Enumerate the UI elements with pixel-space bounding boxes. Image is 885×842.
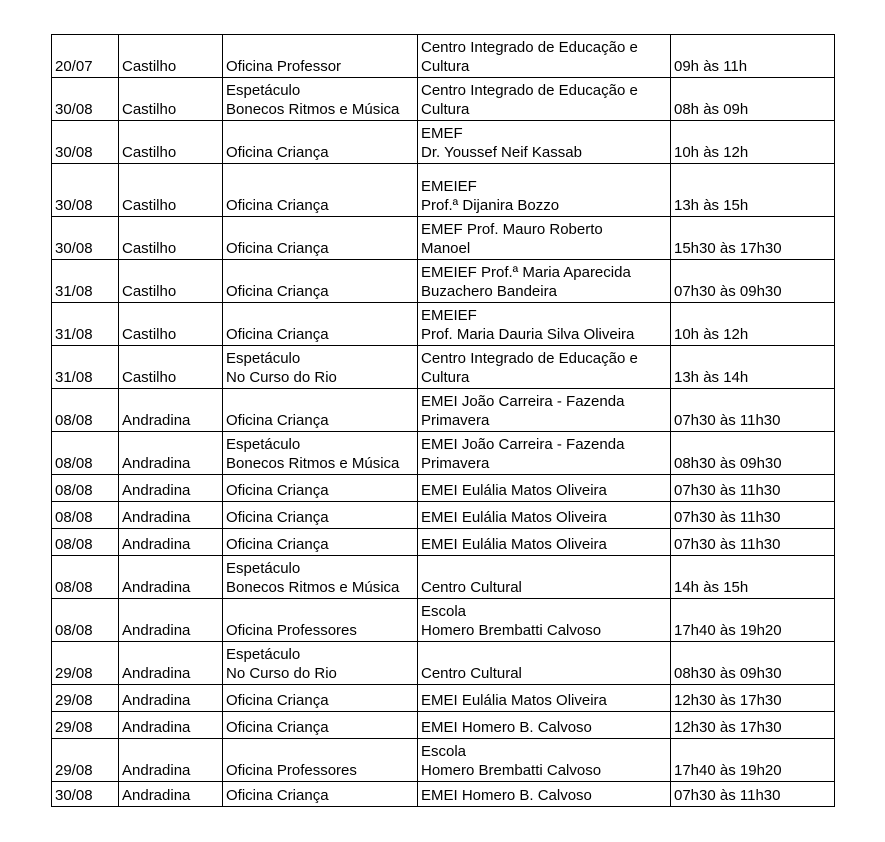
activity-line: No Curso do Rio: [226, 369, 337, 386]
cell-activity: [223, 78, 418, 121]
cell-activity: [223, 685, 418, 712]
cell-activity: [223, 782, 418, 807]
table-row: [52, 712, 835, 739]
table-row: [52, 502, 835, 529]
local-line: Buzachero Bandeira: [421, 283, 557, 300]
cell-activity: [223, 121, 418, 164]
table-row: [52, 529, 835, 556]
cell-city: Andradina: [119, 529, 223, 556]
cell-time: 15h30 às 17h30: [671, 217, 835, 260]
table-row: [52, 260, 835, 303]
cell-activity: [223, 599, 418, 642]
table-row: [52, 164, 835, 217]
cell-date: 20/07: [52, 35, 119, 78]
cell-time: 07h30 às 11h30: [671, 529, 835, 556]
activity-line: Oficina Criança: [226, 482, 329, 499]
cell-city: Andradina: [119, 475, 223, 502]
cell-time: 10h às 12h: [671, 121, 835, 164]
local-line: EMEIEF: [421, 307, 477, 324]
activity-line: Oficina Criança: [226, 536, 329, 553]
local-line: EMEI Homero B. Calvoso: [421, 719, 592, 736]
local-line: Primavera: [421, 455, 490, 472]
cell-activity: [223, 502, 418, 529]
activity-line: Oficina Criança: [226, 692, 329, 709]
local-line: EMEI João Carreira - Fazenda: [421, 393, 625, 410]
local-line: Escola: [421, 743, 467, 760]
activity-line: Oficina Criança: [226, 412, 329, 429]
cell-local: [418, 712, 671, 739]
cell-activity: [223, 303, 418, 346]
local-line: Escola: [421, 603, 467, 620]
cell-date: 08/08: [52, 529, 119, 556]
table-row: [52, 782, 835, 807]
local-line: EMEI Eulália Matos Oliveira: [421, 482, 607, 499]
table-row: [52, 642, 835, 685]
cell-city: Andradina: [119, 556, 223, 599]
cell-local: [418, 303, 671, 346]
cell-activity: [223, 712, 418, 739]
cell-city: Andradina: [119, 432, 223, 475]
local-line: EMEIEF Prof.ª Maria Aparecida: [421, 264, 631, 281]
table-row: [52, 556, 835, 599]
cell-activity: [223, 642, 418, 685]
cell-date: 30/08: [52, 78, 119, 121]
cell-date: 30/08: [52, 121, 119, 164]
cell-city: Andradina: [119, 599, 223, 642]
cell-activity: [223, 35, 418, 78]
cell-local: [418, 685, 671, 712]
cell-local: [418, 556, 671, 599]
cell-activity: [223, 389, 418, 432]
table-row: [52, 303, 835, 346]
local-line: EMEI Eulália Matos Oliveira: [421, 509, 607, 526]
cell-date: 30/08: [52, 782, 119, 807]
activity-line: No Curso do Rio: [226, 665, 337, 682]
cell-local: [418, 260, 671, 303]
cell-date: 08/08: [52, 432, 119, 475]
cell-local: [418, 599, 671, 642]
local-line: Centro Integrado de Educação e: [421, 39, 638, 56]
activity-line: Espetáculo: [226, 560, 301, 577]
local-line: Manoel: [421, 240, 471, 257]
local-line: EMEI Eulália Matos Oliveira: [421, 536, 607, 553]
cell-time: 12h30 às 17h30: [671, 712, 835, 739]
cell-activity: [223, 475, 418, 502]
local-line: EMEI João Carreira - Fazenda: [421, 436, 625, 453]
table-row: [52, 685, 835, 712]
activity-line: Bonecos Ritmos e Música: [226, 579, 400, 596]
activity-line: Bonecos Ritmos e Música: [226, 101, 400, 118]
local-line: Cultura: [421, 58, 470, 75]
table-row: [52, 599, 835, 642]
cell-date: 29/08: [52, 712, 119, 739]
local-line: EMEF Prof. Mauro Roberto: [421, 221, 603, 238]
cell-city: Andradina: [119, 782, 223, 807]
table-row: [52, 217, 835, 260]
cell-date: 08/08: [52, 556, 119, 599]
cell-activity: [223, 164, 418, 217]
activity-line: Oficina Criança: [226, 240, 329, 257]
cell-activity: [223, 260, 418, 303]
cell-date: 30/08: [52, 164, 119, 217]
cell-activity: [223, 217, 418, 260]
cell-local: [418, 475, 671, 502]
cell-local: [418, 217, 671, 260]
cell-local: [418, 529, 671, 556]
activity-line: Oficina Criança: [226, 197, 329, 214]
local-line: Homero Brembatti Calvoso: [421, 762, 602, 779]
table-row: [52, 35, 835, 78]
activity-line: Oficina Professores: [226, 762, 357, 779]
cell-time: 13h às 14h: [671, 346, 835, 389]
cell-city: Andradina: [119, 502, 223, 529]
cell-city: Castilho: [119, 303, 223, 346]
cell-time: 14h às 15h: [671, 556, 835, 599]
activity-line: Espetáculo: [226, 436, 301, 453]
cell-time: 07h30 às 11h30: [671, 502, 835, 529]
cell-time: 09h às 11h: [671, 35, 835, 78]
cell-city: Castilho: [119, 217, 223, 260]
activity-line: Bonecos Ritmos e Música: [226, 455, 400, 472]
activity-line: Oficina Criança: [226, 719, 329, 736]
cell-date: 08/08: [52, 502, 119, 529]
cell-time: 13h às 15h: [671, 164, 835, 217]
cell-city: Andradina: [119, 712, 223, 739]
table-row: [52, 739, 835, 782]
cell-city: Castilho: [119, 346, 223, 389]
table-row: [52, 475, 835, 502]
cell-local: [418, 35, 671, 78]
cell-date: 08/08: [52, 389, 119, 432]
schedule-table: [51, 34, 835, 807]
cell-city: Castilho: [119, 260, 223, 303]
local-line: Centro Cultural: [421, 579, 522, 596]
cell-local: [418, 389, 671, 432]
cell-local: [418, 346, 671, 389]
cell-city: Castilho: [119, 78, 223, 121]
cell-activity: [223, 346, 418, 389]
cell-activity: [223, 556, 418, 599]
cell-city: Castilho: [119, 164, 223, 217]
cell-city: Andradina: [119, 685, 223, 712]
cell-time: 17h40 às 19h20: [671, 739, 835, 782]
activity-line: Oficina Criança: [226, 144, 329, 161]
cell-date: 31/08: [52, 303, 119, 346]
local-line: Centro Integrado de Educação e: [421, 82, 638, 99]
cell-local: [418, 164, 671, 217]
activity-line: Oficina Criança: [226, 283, 329, 300]
cell-date: 08/08: [52, 475, 119, 502]
cell-local: [418, 502, 671, 529]
cell-city: Castilho: [119, 35, 223, 78]
cell-local: [418, 782, 671, 807]
local-line: Prof. Maria Dauria Silva Oliveira: [421, 326, 635, 343]
table-row: [52, 432, 835, 475]
activity-line: Oficina Professores: [226, 622, 357, 639]
local-line: EMEF: [421, 125, 463, 142]
cell-city: Andradina: [119, 642, 223, 685]
local-line: Prof.ª Dijanira Bozzo: [421, 197, 560, 214]
cell-date: 30/08: [52, 217, 119, 260]
cell-time: 10h às 12h: [671, 303, 835, 346]
cell-local: [418, 642, 671, 685]
local-line: Cultura: [421, 101, 470, 118]
table-row: [52, 346, 835, 389]
table-row: [52, 389, 835, 432]
cell-city: Castilho: [119, 121, 223, 164]
cell-time: 12h30 às 17h30: [671, 685, 835, 712]
cell-local: [418, 739, 671, 782]
cell-time: 08h às 09h: [671, 78, 835, 121]
local-line: Homero Brembatti Calvoso: [421, 622, 602, 639]
cell-city: Andradina: [119, 739, 223, 782]
cell-activity: [223, 529, 418, 556]
local-line: Centro Cultural: [421, 665, 522, 682]
cell-activity: [223, 432, 418, 475]
activity-line: Oficina Professor: [226, 58, 342, 75]
local-line: Dr. Youssef Neif Kassab: [421, 144, 582, 161]
cell-time: 08h30 às 09h30: [671, 642, 835, 685]
cell-activity: [223, 739, 418, 782]
local-line: Primavera: [421, 412, 490, 429]
cell-city: Andradina: [119, 389, 223, 432]
local-line: Cultura: [421, 369, 470, 386]
cell-local: [418, 78, 671, 121]
cell-date: 31/08: [52, 346, 119, 389]
activity-line: Espetáculo: [226, 350, 301, 367]
cell-local: [418, 121, 671, 164]
cell-time: 07h30 às 09h30: [671, 260, 835, 303]
cell-local: [418, 432, 671, 475]
cell-time: 08h30 às 09h30: [671, 432, 835, 475]
local-line: EMEI Homero B. Calvoso: [421, 787, 592, 804]
activity-line: Espetáculo: [226, 646, 301, 663]
activity-line: Oficina Criança: [226, 509, 329, 526]
cell-date: 31/08: [52, 260, 119, 303]
cell-time: 07h30 às 11h30: [671, 782, 835, 807]
cell-time: 07h30 às 11h30: [671, 389, 835, 432]
activity-line: Oficina Criança: [226, 787, 329, 804]
cell-time: 17h40 às 19h20: [671, 599, 835, 642]
activity-line: Oficina Criança: [226, 326, 329, 343]
table-row: [52, 121, 835, 164]
cell-date: 29/08: [52, 739, 119, 782]
cell-date: 29/08: [52, 685, 119, 712]
schedule-body: [52, 35, 835, 807]
local-line: Centro Integrado de Educação e: [421, 350, 638, 367]
local-line: EMEI Eulália Matos Oliveira: [421, 692, 607, 709]
cell-date: 29/08: [52, 642, 119, 685]
activity-line: Espetáculo: [226, 82, 301, 99]
cell-time: 07h30 às 11h30: [671, 475, 835, 502]
local-line: EMEIEF: [421, 178, 477, 195]
cell-date: 08/08: [52, 599, 119, 642]
table-row: [52, 78, 835, 121]
